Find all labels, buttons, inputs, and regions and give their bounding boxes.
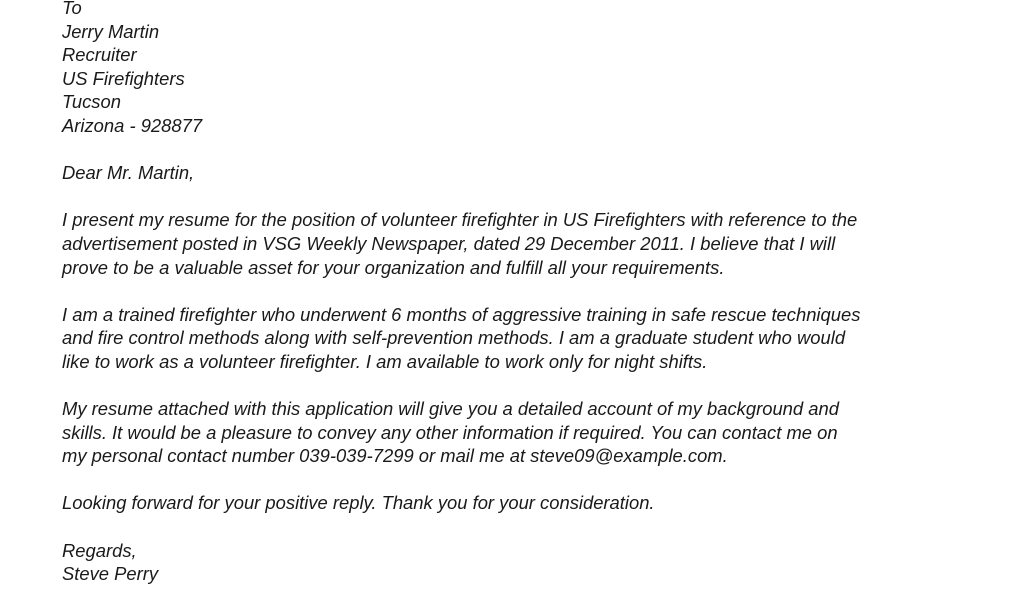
paragraph-qualifications bbox=[62, 303, 1002, 374]
recipient-company: US Firefighters bbox=[62, 67, 185, 89]
signoff-block bbox=[62, 539, 1002, 586]
spacer bbox=[62, 374, 1002, 398]
paragraph-line: I am a trained firefighter who underwent 6 months of aggressive training in safe rescue techniques bbox=[62, 303, 861, 325]
paragraph-line: skills. It would be a pleasure to convey any other information if required. You can contact me on bbox=[62, 421, 838, 443]
paragraph-line: My resume attached with this application will give you a detailed account of my background and bbox=[62, 398, 839, 420]
recipient-address-block bbox=[62, 0, 1002, 138]
spacer bbox=[62, 185, 1002, 209]
spacer bbox=[62, 138, 1002, 162]
paragraph-contact bbox=[62, 397, 1002, 468]
closing-line: Looking forward for your positive reply. Thank you for your consideration. bbox=[62, 492, 655, 514]
paragraph-line: I present my resume for the position of volunteer firefighter in US Firefighters with reference to the bbox=[62, 209, 858, 231]
signoff-regards: Regards, bbox=[62, 539, 137, 561]
recipient-title: Recruiter bbox=[62, 44, 137, 66]
recipient-name: Jerry Martin bbox=[62, 20, 160, 42]
recipient-city: Tucson bbox=[62, 91, 121, 113]
paragraph-line: my personal contact number 039-039-7299 or mail me at steve09@example.com. bbox=[62, 445, 728, 467]
signoff-signer: Steve Perry bbox=[62, 563, 159, 585]
recipient-state-zip: Arizona - 928877 bbox=[62, 114, 203, 136]
spacer bbox=[62, 468, 1002, 492]
paragraph-line: prove to be a valuable asset for your organization and fulfill all your requirements. bbox=[62, 256, 725, 278]
paragraph-line: like to work as a volunteer firefighter. I am available to work only for night shifts. bbox=[62, 350, 708, 372]
cover-letter bbox=[62, 0, 1002, 586]
spacer bbox=[62, 279, 1002, 303]
paragraph-line: and fire control methods along with self-prevention methods. I am a graduate student who would bbox=[62, 327, 846, 349]
paragraph-introduction bbox=[62, 208, 1002, 279]
recipient-to: To bbox=[62, 0, 82, 18]
paragraph-line: advertisement posted in VSG Weekly Newspaper, dated 29 December 2011. I believe that I will bbox=[62, 232, 836, 254]
salutation: Dear Mr. Martin, bbox=[62, 162, 195, 184]
spacer bbox=[62, 515, 1002, 539]
